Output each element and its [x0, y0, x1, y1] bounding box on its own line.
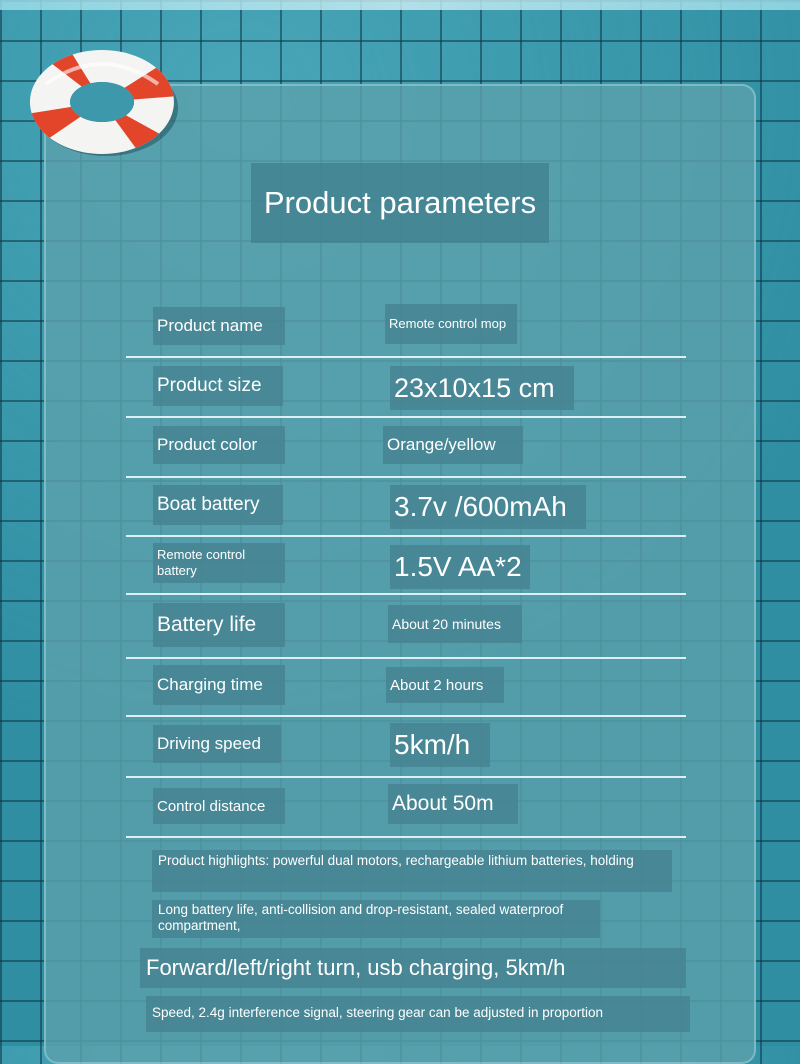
param-row-product-color [126, 416, 686, 478]
param-row-battery-life [126, 593, 686, 659]
param-row-product-size [126, 356, 686, 418]
param-row-driving-speed [126, 715, 686, 778]
param-label: Remote control battery [153, 543, 285, 583]
page-title: Product parameters [251, 163, 549, 243]
param-value: Orange/yellow [383, 426, 523, 464]
param-row-boat-battery [126, 476, 686, 537]
param-value: 1.5V AA*2 [390, 545, 530, 589]
lifebuoy-icon [26, 44, 178, 162]
param-row-product-name [126, 298, 686, 358]
param-label: Driving speed [153, 725, 281, 763]
param-label: Product size [153, 366, 283, 406]
highlights-line-1: Product highlights: powerful dual motors, rechargeable lithium batteries, holding [152, 850, 672, 892]
param-row-control-distance [126, 776, 686, 838]
param-row-remote-battery [126, 535, 686, 595]
param-label: Product name [153, 307, 285, 345]
highlights-line-3: Forward/left/right turn, usb charging, 5km/h [140, 948, 686, 988]
param-label: Boat battery [153, 485, 283, 525]
param-value: About 50m [388, 784, 518, 824]
param-row-charging-time [126, 657, 686, 717]
param-value: 23x10x15 cm [390, 366, 574, 410]
highlights-line-4: Speed, 2.4g interference signal, steering gear can be adjusted in proportion [146, 996, 690, 1032]
param-label: Product color [153, 426, 285, 464]
pool-edge-strip [0, 0, 800, 10]
param-value: About 20 minutes [388, 605, 522, 643]
param-value: Remote control mop [385, 304, 517, 344]
param-value: About 2 hours [386, 667, 504, 703]
param-value: 3.7v /600mAh [390, 485, 586, 529]
highlights-line-2: Long battery life, anti-collision and drop-resistant, sealed waterproof compartment, [152, 900, 600, 938]
param-label: Battery life [153, 603, 285, 647]
param-label: Charging time [153, 665, 285, 705]
param-label: Control distance [153, 788, 285, 824]
param-value: 5km/h [390, 723, 490, 767]
